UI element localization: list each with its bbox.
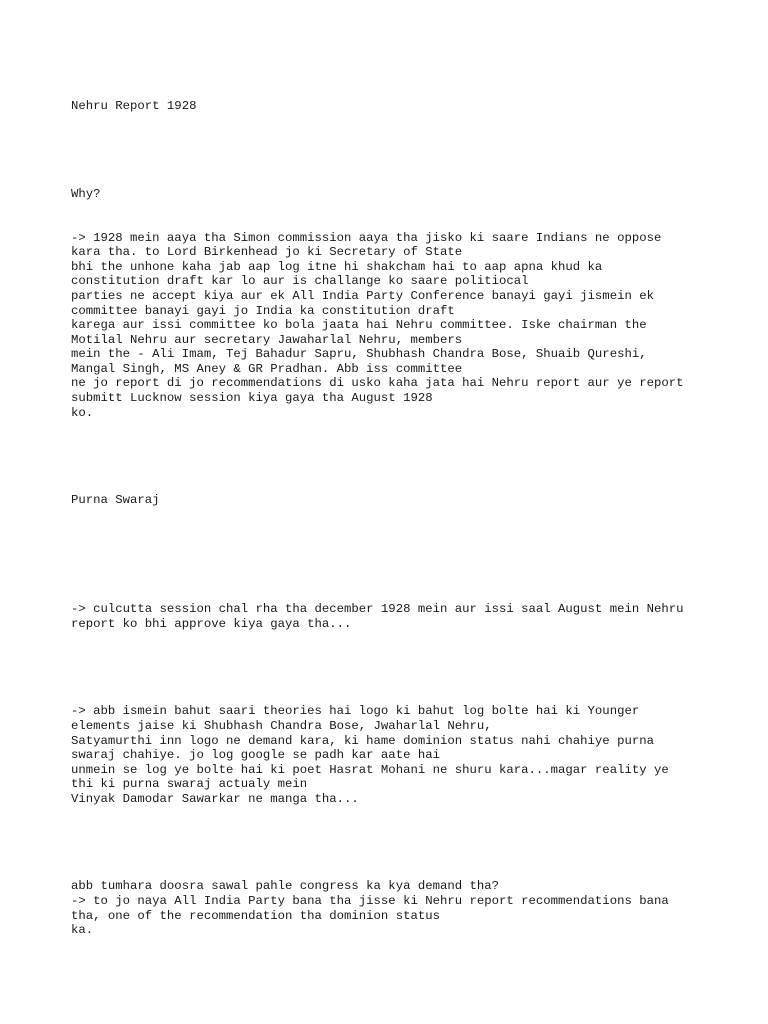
text-line: swaraj chahiye. jo log google se padh kar aate hai [71,748,440,763]
text-line: unmein se log ye bolte hai ki poet Hasrat Mohani ne shuru kara...magar reality ye [71,762,669,777]
section-heading-purna-swaraj: Purna Swaraj [71,493,160,508]
document-page [71,70,731,952]
text-line: -> to jo naya All India Party bana tha jisse ki Nehru report recommendations bana [71,894,669,909]
text-line: constitution draft kar lo aur is challange ko saare politiocal [71,274,529,289]
text-line: elements jaise ki Shubhash Chandra Bose, Jwaharlal Nehru, [71,718,492,733]
text-line: -> culcutta session chal rha tha december 1928 mein aur issi saal August mein Nehru [71,602,684,617]
text-line: parties ne accept kiya aur ek All India Party Conference banayi gayi jismein ek [71,288,654,303]
section2-para2 [71,704,731,806]
text-line: report ko bhi approve kiya gaya tha... [71,616,352,631]
text-line: Satyamurthi inn logo ne demand kara, ki hame dominion status nahi chahiye purna [71,733,654,748]
text-line: karega aur issi committee ko bola jaata hai Nehru committee. Iske chairman the [71,318,647,333]
text-line: kara tha. to Lord Birkenhead jo ki Secretary of State [71,245,463,260]
text-line: -> abb ismein bahut saari theories hai logo ki bahut log bolte hai ki Younger [71,704,640,719]
spacer [71,537,731,573]
section2-para1 [71,602,731,631]
text-line: thi ki purna swaraj actualy mein [71,777,308,792]
text-line: mein the - Ali Imam, Tej Bahadur Sapru, Shubhash Chandra Bose, Shuaib Qureshi, [71,347,647,362]
text-line: ko. [71,405,94,420]
spacer [71,836,731,851]
spacer [71,449,731,464]
text-line: ka. [71,923,94,938]
section1-body [71,231,731,421]
text-line: -> 1928 mein aaya tha Simon commission aaya tha jisko ki saare Indians ne oppose [71,230,662,245]
text-line: Motilal Nehru aur secretary Jawaharlal Nehru, members [71,332,463,347]
text-line: abb tumhara doosra sawal pahle congress ka kya demand tha? [71,879,500,894]
section-heading-why: Why? [71,186,101,201]
document-title: Nehru Report 1928 [71,99,197,114]
text-line: Mangal Singh, MS Aney & GR Pradhan. Abb iss committee [71,361,463,376]
text-line: bhi the unhone kaha jab aap log itne hi shakcham hai to aap apna khud ka [71,259,603,274]
spacer [71,661,731,676]
section2-para3 [71,879,731,937]
text-line: tha, one of the recommendation tha dominion status [71,908,440,923]
text-line: submitt Lucknow session kiya gaya tha August 1928 [71,391,433,406]
text-line: committee banayi gayi jo India ka constitution draft [71,303,455,318]
text-line: Vinyak Damodar Sawarkar ne manga tha... [71,791,359,806]
spacer [71,143,731,158]
text-line: ne jo report di jo recommendations di usko kaha jata hai Nehru report aur ye report [71,376,684,391]
